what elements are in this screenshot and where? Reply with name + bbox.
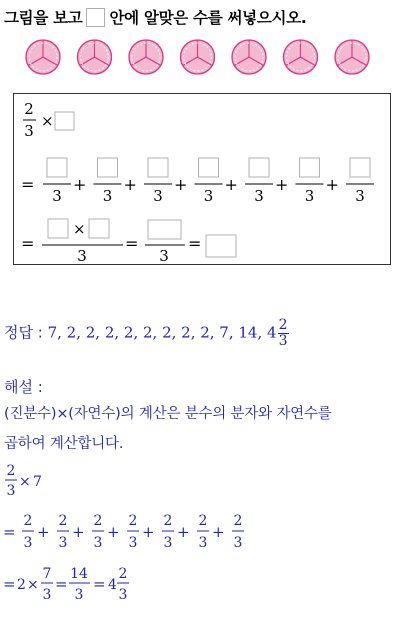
box-line2-blank[interactable] <box>300 158 320 177</box>
box-line2-blank[interactable] <box>98 158 118 177</box>
answer-mixed-frac <box>278 318 289 349</box>
f3-whole: 4 <box>108 577 117 593</box>
f2-plus: + <box>37 523 50 541</box>
fraction-circle <box>335 40 369 74</box>
f1-den: 3 <box>6 483 16 499</box>
f3-a: 2 <box>17 577 26 593</box>
f2-num: 2 <box>163 513 173 529</box>
explanation-title: 해설 : <box>4 378 43 396</box>
box-line3-eq-3: = <box>188 234 202 253</box>
question-text-after: 안에 알맞은 수를 써넣으시오. <box>109 9 307 27</box>
f3-eq: = <box>3 575 16 593</box>
box-line2-blank[interactable] <box>199 158 219 177</box>
f3-num: 7 <box>42 566 52 582</box>
explanation-text-2: 곱하여 계산합니다. <box>4 436 124 452</box>
f2-plus: + <box>142 523 155 541</box>
fraction-circle <box>181 40 215 74</box>
box-line2-blank[interactable] <box>249 158 269 177</box>
fraction-circle <box>78 40 112 74</box>
answer-label: 정답 : <box>4 323 43 342</box>
f2-plus: + <box>107 523 120 541</box>
f3-num2: 14 <box>70 566 88 582</box>
box-line3-blank-c[interactable] <box>148 220 181 239</box>
box-line2-plus: + <box>325 175 339 194</box>
box-line1-num: 2 <box>24 100 34 118</box>
f2-den: 3 <box>198 535 208 551</box>
box-line3-den-2: 3 <box>159 247 169 265</box>
box-line2-den: 3 <box>102 187 113 205</box>
f1-times: × <box>19 474 31 490</box>
f2-num: 2 <box>23 513 33 529</box>
f2-sum <box>3 513 244 551</box>
box-line2-blank[interactable] <box>47 158 67 177</box>
box-line3-times: × <box>73 220 86 238</box>
box-line1-den: 3 <box>24 122 34 140</box>
fraction-circle <box>284 40 318 74</box>
fraction-circle <box>26 40 60 74</box>
box-line3-blank-b[interactable] <box>89 219 109 238</box>
explanation-formulas <box>0 462 400 617</box>
box-line2-den: 3 <box>52 187 62 205</box>
box-line3-blank-d[interactable] <box>206 235 236 257</box>
f1-n: 7 <box>33 474 42 490</box>
box-line2-den: 3 <box>254 187 264 205</box>
box-line2-blank[interactable] <box>148 158 168 177</box>
f2-plus: + <box>177 523 190 541</box>
f2-num: 2 <box>198 513 208 529</box>
answer-mixed-num: 2 <box>278 317 288 333</box>
box-line2-den: 3 <box>355 187 365 205</box>
box-line3-eq: = <box>21 234 35 253</box>
f2-den: 3 <box>93 535 103 551</box>
f3-times: × <box>27 577 39 593</box>
box-line2-blank[interactable] <box>350 158 370 177</box>
answer-mixed-whole: 4 <box>267 323 277 342</box>
box-line2-den: 3 <box>153 187 163 205</box>
box-line2-eq: = <box>21 175 35 194</box>
answer-box <box>13 93 391 265</box>
box-line1-blank[interactable] <box>55 112 74 130</box>
f2-plus: + <box>212 523 225 541</box>
question-text <box>4 6 306 28</box>
box-line3-eq-2: = <box>125 234 139 253</box>
box-line1-times: × <box>41 112 54 130</box>
f2-den: 3 <box>233 535 243 551</box>
f2-den: 3 <box>128 535 138 551</box>
question-text-before: 그림을 보고 <box>4 9 83 27</box>
explanation-text-1: (진분수)×(자연수)의 계산은 분수의 분자와 자연수를 <box>4 406 332 422</box>
fraction-circles-figure <box>0 38 400 78</box>
f2-num: 2 <box>58 513 68 529</box>
box-line2-plus: + <box>73 175 87 194</box>
f2-den: 3 <box>163 535 173 551</box>
f3-den: 3 <box>42 587 52 603</box>
inline-answer-box <box>86 8 105 27</box>
f3-eq3: = <box>93 575 106 593</box>
f3-eq2: = <box>55 575 68 593</box>
f2-num: 2 <box>128 513 138 529</box>
f3-den3: 3 <box>118 587 128 603</box>
answer-mixed-den: 3 <box>278 333 288 349</box>
box-line2-plus: + <box>224 175 238 194</box>
f2-den: 3 <box>58 535 68 551</box>
f2-eq: = <box>3 523 16 541</box>
box-line3-blank-a[interactable] <box>48 219 68 238</box>
f3-num3: 2 <box>118 566 128 582</box>
f1-num: 2 <box>6 463 16 479</box>
answer-values: 7, 2, 2, 2, 2, 2, 2, 2, 2, 7, 14, <box>47 323 263 342</box>
f2-num: 2 <box>93 513 103 529</box>
box-line2-plus: + <box>275 175 289 194</box>
fraction-circle <box>129 40 163 74</box>
f2-num: 2 <box>233 513 243 529</box>
box-line2-plus: + <box>123 175 137 194</box>
box-line2-den: 3 <box>304 187 315 205</box>
fraction-circle <box>232 40 266 74</box>
box-line2 <box>21 158 374 205</box>
box-line2-den: 3 <box>203 187 214 205</box>
f2-plus: + <box>72 523 85 541</box>
box-line2-plus: + <box>174 175 188 194</box>
f2-den: 3 <box>23 535 33 551</box>
f3-den2: 3 <box>74 587 84 603</box>
box-line3-den-1: 3 <box>77 247 87 265</box>
answer-line <box>4 318 290 349</box>
